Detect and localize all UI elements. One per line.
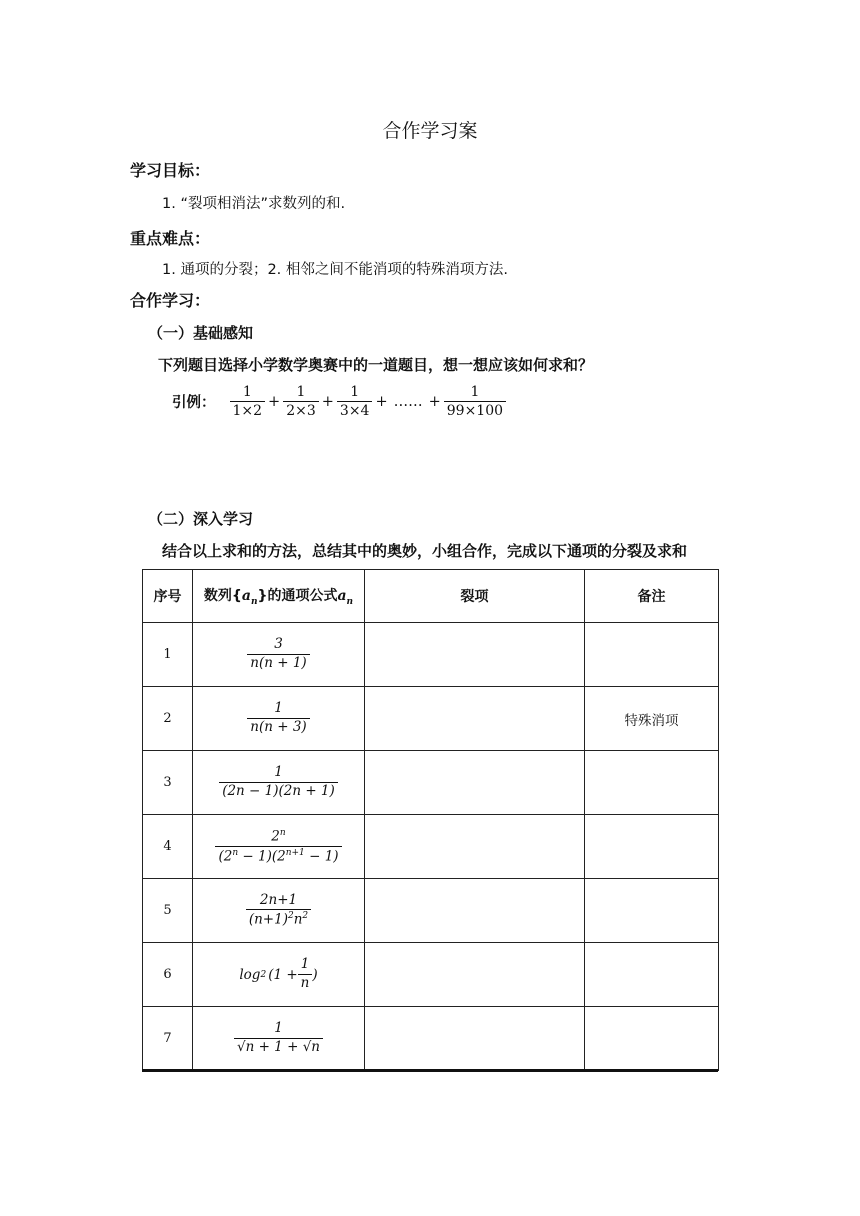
split-input-cell[interactable] — [365, 1007, 585, 1071]
split-input-cell[interactable] — [365, 943, 585, 1007]
objectives-item: 1. “裂项相消法”求数列的和. — [162, 196, 346, 212]
table-header-row — [143, 570, 719, 623]
split-input-cell[interactable] — [365, 879, 585, 943]
row-index: 5 — [143, 879, 193, 943]
row-note — [585, 623, 719, 687]
header-split: 裂项 — [365, 570, 585, 623]
example-term-last: $\frac{1}{99\times 100}$ — [444, 384, 506, 419]
plus-sign: + — [321, 393, 334, 410]
table-row — [143, 879, 719, 943]
example-term-3: $\frac{1}{3\times 4}$ — [337, 384, 373, 419]
plus-sign: + — [268, 393, 281, 410]
formula-table — [142, 569, 719, 1071]
table-row — [143, 751, 719, 815]
row-formula: $\frac{1}{n(n + 3)}$ — [193, 687, 365, 751]
row-index: 1 — [143, 623, 193, 687]
row-index: 4 — [143, 815, 193, 879]
plus-sign: + — [428, 393, 441, 410]
row-index: 7 — [143, 1007, 193, 1071]
table-row — [143, 623, 719, 687]
plus-sign: + — [375, 393, 388, 410]
example-term-1: $\frac{1}{1\times 2}$ — [230, 384, 266, 419]
row-note: 特殊消项 — [585, 687, 719, 751]
row-note — [585, 751, 719, 815]
row-formula: $\frac{1}{(2n - 1)(2n + 1)}$ — [193, 751, 365, 815]
row-index: 2 — [143, 687, 193, 751]
row-index: 6 — [143, 943, 193, 1007]
part1-heading: （一）基础感知 — [148, 324, 254, 342]
example-expression — [172, 384, 506, 419]
coop-heading: 合作学习： — [130, 291, 211, 310]
row-note — [585, 879, 719, 943]
header-index: 序号 — [143, 570, 193, 623]
row-formula: $\frac{2^n}{(2^n - 1)(2^{n+1} - 1)}$ — [193, 815, 365, 879]
sqrt-sign-icon: √ — [302, 1039, 312, 1055]
part2-prompt: 结合以上求和的方法，总结其中的奥妙，小组合作，完成以下通项的分裂及求和 — [162, 542, 688, 560]
table-row — [143, 1007, 719, 1071]
part2-heading: （二）深入学习 — [148, 510, 254, 528]
ellipsis: …… — [393, 393, 423, 410]
row-index: 3 — [143, 751, 193, 815]
header-note: 备注 — [585, 570, 719, 623]
keypoints-item: 1. 通项的分裂；2. 相邻之间不能消项的特殊消项方法. — [162, 262, 508, 278]
sqrt-sign-icon: √ — [236, 1039, 246, 1055]
row-note — [585, 943, 719, 1007]
part1-prompt: 下列题目选择小学数学奥赛中的一道题目，想一想应该如何求和？ — [158, 356, 594, 374]
table-row — [143, 815, 719, 879]
example-term-2: $\frac{1}{2\times 3}$ — [283, 384, 319, 419]
table-row — [143, 687, 719, 751]
keypoints-heading: 重点难点： — [130, 229, 211, 248]
row-formula: $\frac{3}{n(n + 1)}$ — [193, 623, 365, 687]
example-label: 引例： — [172, 395, 216, 412]
split-input-cell[interactable] — [365, 751, 585, 815]
split-input-cell[interactable] — [365, 815, 585, 879]
split-input-cell[interactable] — [365, 687, 585, 751]
table-bottom-rule — [142, 1069, 718, 1072]
table-row — [143, 943, 719, 1007]
row-formula: $\frac{1}{√n + 1 + √n}$ — [193, 1007, 365, 1071]
row-note — [585, 1007, 719, 1071]
row-note — [585, 815, 719, 879]
row-formula: log 2 (1 + $\frac{1}{n}$ ) — [193, 943, 365, 1007]
split-input-cell[interactable] — [365, 623, 585, 687]
objectives-heading: 学习目标： — [130, 161, 211, 180]
row-formula: $\frac{2n+1}{(n+1)^2n^2}$ — [193, 879, 365, 943]
page-title: 合作学习案 — [382, 120, 478, 142]
header-formula: 数列$\{a_n\}$的通项公式$a_n$ — [193, 570, 365, 623]
